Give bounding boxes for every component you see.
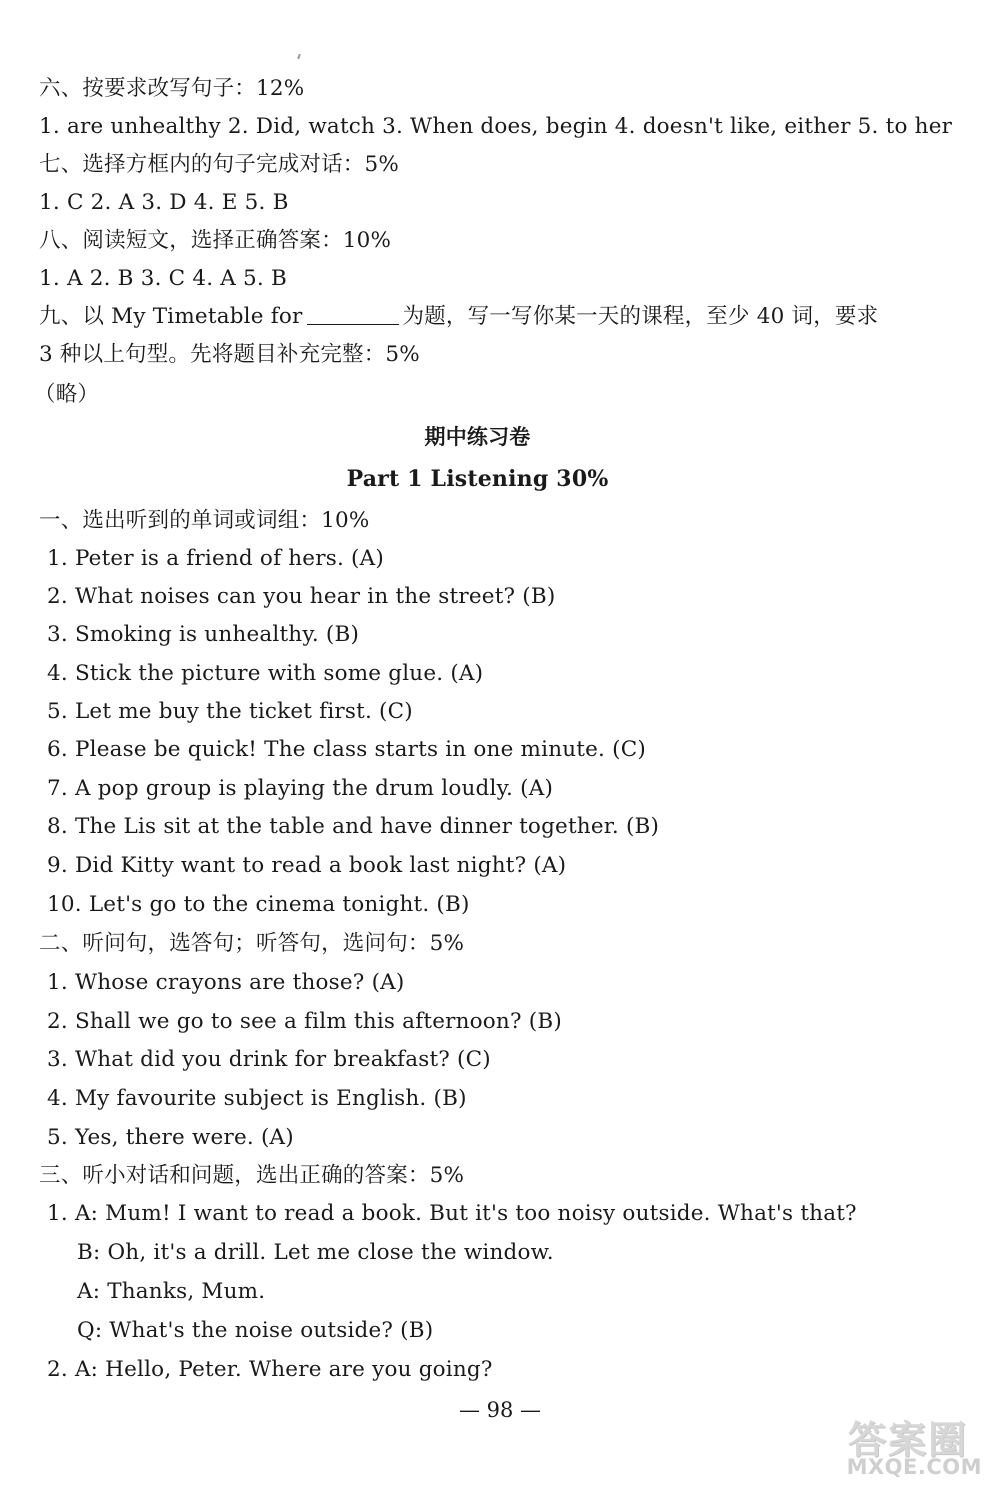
dialogue-line: B: Oh, it's a drill. Let me close the window. bbox=[77, 1240, 554, 1265]
section-nine-title-cont: 3 种以上句型。先将题目补充完整：5% bbox=[39, 342, 420, 367]
list-item: 9. Did Kitty want to read a book last night? (A) bbox=[47, 853, 567, 878]
listen2-title: 二、听问句，选答句；听答句，选问句：5% bbox=[39, 931, 465, 956]
midterm-title: 期中练习卷 bbox=[424, 424, 531, 449]
list-item: 1. Peter is a friend of hers. (A) bbox=[47, 546, 384, 571]
watermark-url: MXQE.COM bbox=[846, 1455, 982, 1479]
list-item: 5. Let me buy the ticket first. (C) bbox=[47, 699, 413, 724]
list-item: 3. What did you drink for breakfast? (C) bbox=[47, 1047, 491, 1072]
section-nine-title-end: 为题，写一写你某一天的课程，至少 40 词，要求 bbox=[402, 304, 879, 329]
page-number: — 98 — bbox=[458, 1398, 542, 1422]
list-item: 3. Smoking is unhealthy. (B) bbox=[47, 622, 360, 647]
section-eight-title: 八、阅读短文，选择正确答案：10% bbox=[39, 228, 392, 253]
list-item: 2. Shall we go to see a film this afternoon? (B) bbox=[47, 1009, 562, 1034]
fill-in-blank bbox=[307, 304, 399, 325]
watermark-text: 答案圈 bbox=[847, 1418, 968, 1462]
list-item: 4. My favourite subject is English. (B) bbox=[47, 1086, 467, 1111]
list-item: 4. Stick the picture with some glue. (A) bbox=[47, 661, 484, 686]
omitted-note: （略） bbox=[34, 382, 100, 407]
part-title: Part 1 Listening 30% bbox=[346, 466, 609, 492]
watermark-logo bbox=[782, 1409, 982, 1481]
section-seven-title: 七、选择方框内的句子完成对话：5% bbox=[39, 152, 400, 177]
listen3-title: 三、听小对话和问题，选出正确的答案：5% bbox=[39, 1163, 465, 1188]
section-seven-answers: 1. C 2. A 3. D 4. E 5. B bbox=[39, 190, 289, 215]
list-item: 10. Let's go to the cinema tonight. (B) bbox=[47, 892, 470, 917]
list-item: 1. Whose crayons are those? (A) bbox=[47, 970, 405, 995]
listen1-title: 一、选出听到的单词或词组：10% bbox=[39, 508, 370, 533]
list-item: 5. Yes, there were. (A) bbox=[47, 1125, 294, 1150]
section-six-answers: 1. are unhealthy 2. Did, watch 3. When does, begin 4. doesn't like, either 5. to her bbox=[39, 114, 953, 139]
list-item: 2. What noises can you hear in the street? (B) bbox=[47, 584, 556, 609]
list-item: 8. The Lis sit at the table and have dinner together. (B) bbox=[47, 814, 660, 839]
section-nine-title bbox=[39, 302, 878, 332]
dialogue-line: A: Thanks, Mum. bbox=[77, 1279, 266, 1304]
list-item: 6. Please be quick! The class starts in one minute. (C) bbox=[47, 737, 646, 762]
section-nine-title-start: 九、以 My Timetable for bbox=[39, 304, 303, 329]
scan-speck bbox=[297, 54, 301, 59]
section-eight-answers: 1. A 2. B 3. C 4. A 5. B bbox=[39, 266, 287, 291]
section-six-title: 六、按要求改写句子：12% bbox=[39, 76, 305, 101]
dialogue-line: 1. A: Mum! I want to read a book. But it's too noisy outside. What's that? bbox=[47, 1201, 857, 1226]
dialogue-line: 2. A: Hello, Peter. Where are you going? bbox=[47, 1357, 493, 1382]
dialogue-line: Q: What's the noise outside? (B) bbox=[77, 1318, 434, 1343]
list-item: 7. A pop group is playing the drum loudly. (A) bbox=[47, 776, 554, 801]
